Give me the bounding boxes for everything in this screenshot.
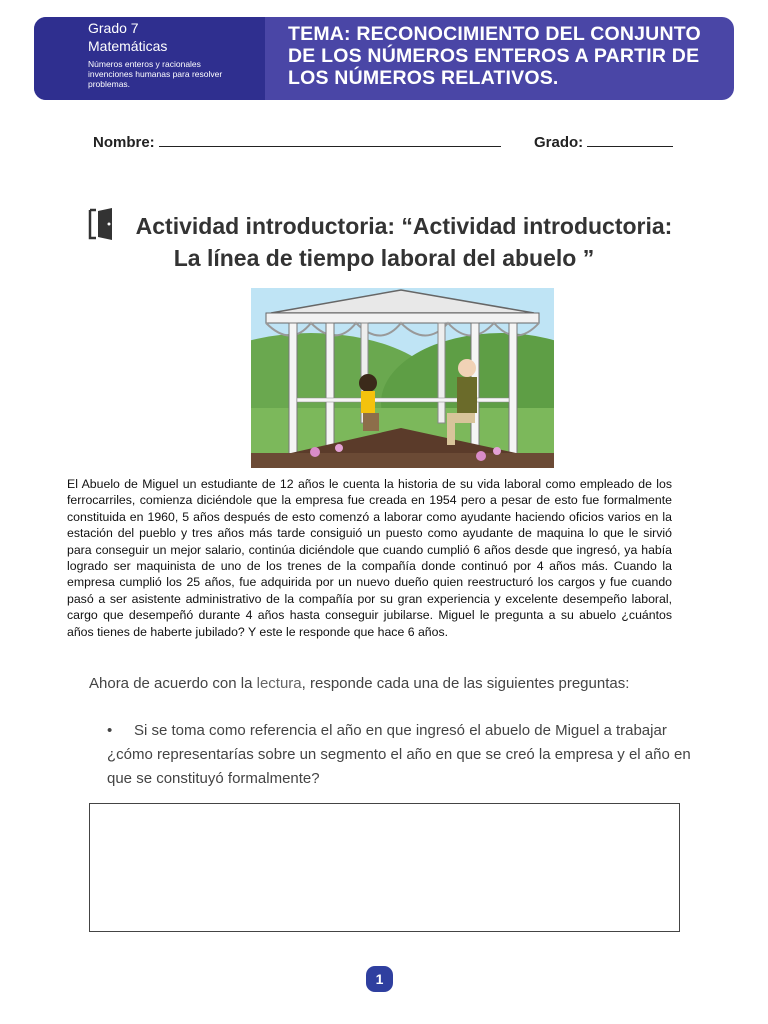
page-number-badge: 1 — [366, 966, 393, 992]
question-text: Si se toma como referencia el año en que ingresó el abuelo de Miguel a trabajar ¿cómo representarías sobre un segmento el año en que se creó la empresa y el año en que se constituyó formalmente? — [107, 722, 691, 787]
instructions — [89, 675, 689, 692]
question-item — [107, 719, 692, 791]
activity-title-line1: Actividad introductoria: “Actividad introductoria: — [135, 213, 673, 239]
tema-title: TEMA: RECONOCIMIENTO DEL CONJUNTO DE LOS NÚMEROS ENTEROS A PARTIR DE LOS NÚMEROS RELATIVOS. — [288, 23, 701, 89]
answer-box[interactable] — [89, 803, 680, 932]
bullet-icon: • — [107, 722, 113, 739]
grado-field — [534, 134, 673, 151]
grado-label: Grado: — [534, 134, 584, 151]
gazebo-illustration — [251, 288, 554, 468]
instructions-text-before: Ahora de acuerdo con la — [89, 675, 257, 692]
subject-label: Matemáticas — [88, 38, 168, 54]
instructions-text-after: , responde cada una de las siguientes preguntas: — [301, 675, 630, 692]
nombre-label: Nombre: — [93, 134, 155, 151]
header-banner — [34, 17, 734, 100]
activity-title-line2: La línea de tiempo laboral del abuelo ” — [173, 245, 595, 271]
nombre-input-line[interactable] — [159, 134, 501, 147]
nombre-field — [93, 134, 501, 151]
lectura-word: lectura — [256, 675, 302, 692]
activity-title — [60, 210, 708, 274]
grado-input-line[interactable] — [587, 134, 673, 147]
story-paragraph: El Abuelo de Miguel un estudiante de 12 años le cuenta la historia de su vida laboral como empleado de los ferrocarriles, comienza diciéndole que la empresa fue creada en 1954 pero a pesar de esto fue formalmente constituida en 1960, 5 años después de esto comenzó a laborar como ayudante haciendo oficios varios en la estación del pueblo y tres años más tarde consiguió un puesto como ayudante de maquina lo que le sirvió para conseguir un mejor salario, continúa diciéndole que cuando cumplió 6 años desde que ingresó, ya había logrado ser maquinista de uno de los trenes de la compañía donde continuó por 4 años más. Cuando la empresa cumplió los 25 años, fue adquirida por un nuevo dueño quien reestructuró los cargos y fue cuando pasó a ser asistente administrativo de la compañía por su gran experiencia y excelente desempeño laboral, cargo que desempeñó durante 4 años hasta conseguir jubilarse. Miguel le pregunta a su abuelo ¿cuántos años tienes de haberte jubilado? Y este le responde que hace 6 años. — [67, 477, 672, 639]
subject-subtitle: Números enteros y racionales invenciones humanas para resolver problemas. — [88, 59, 223, 89]
grade-label: Grado 7 — [88, 20, 139, 36]
